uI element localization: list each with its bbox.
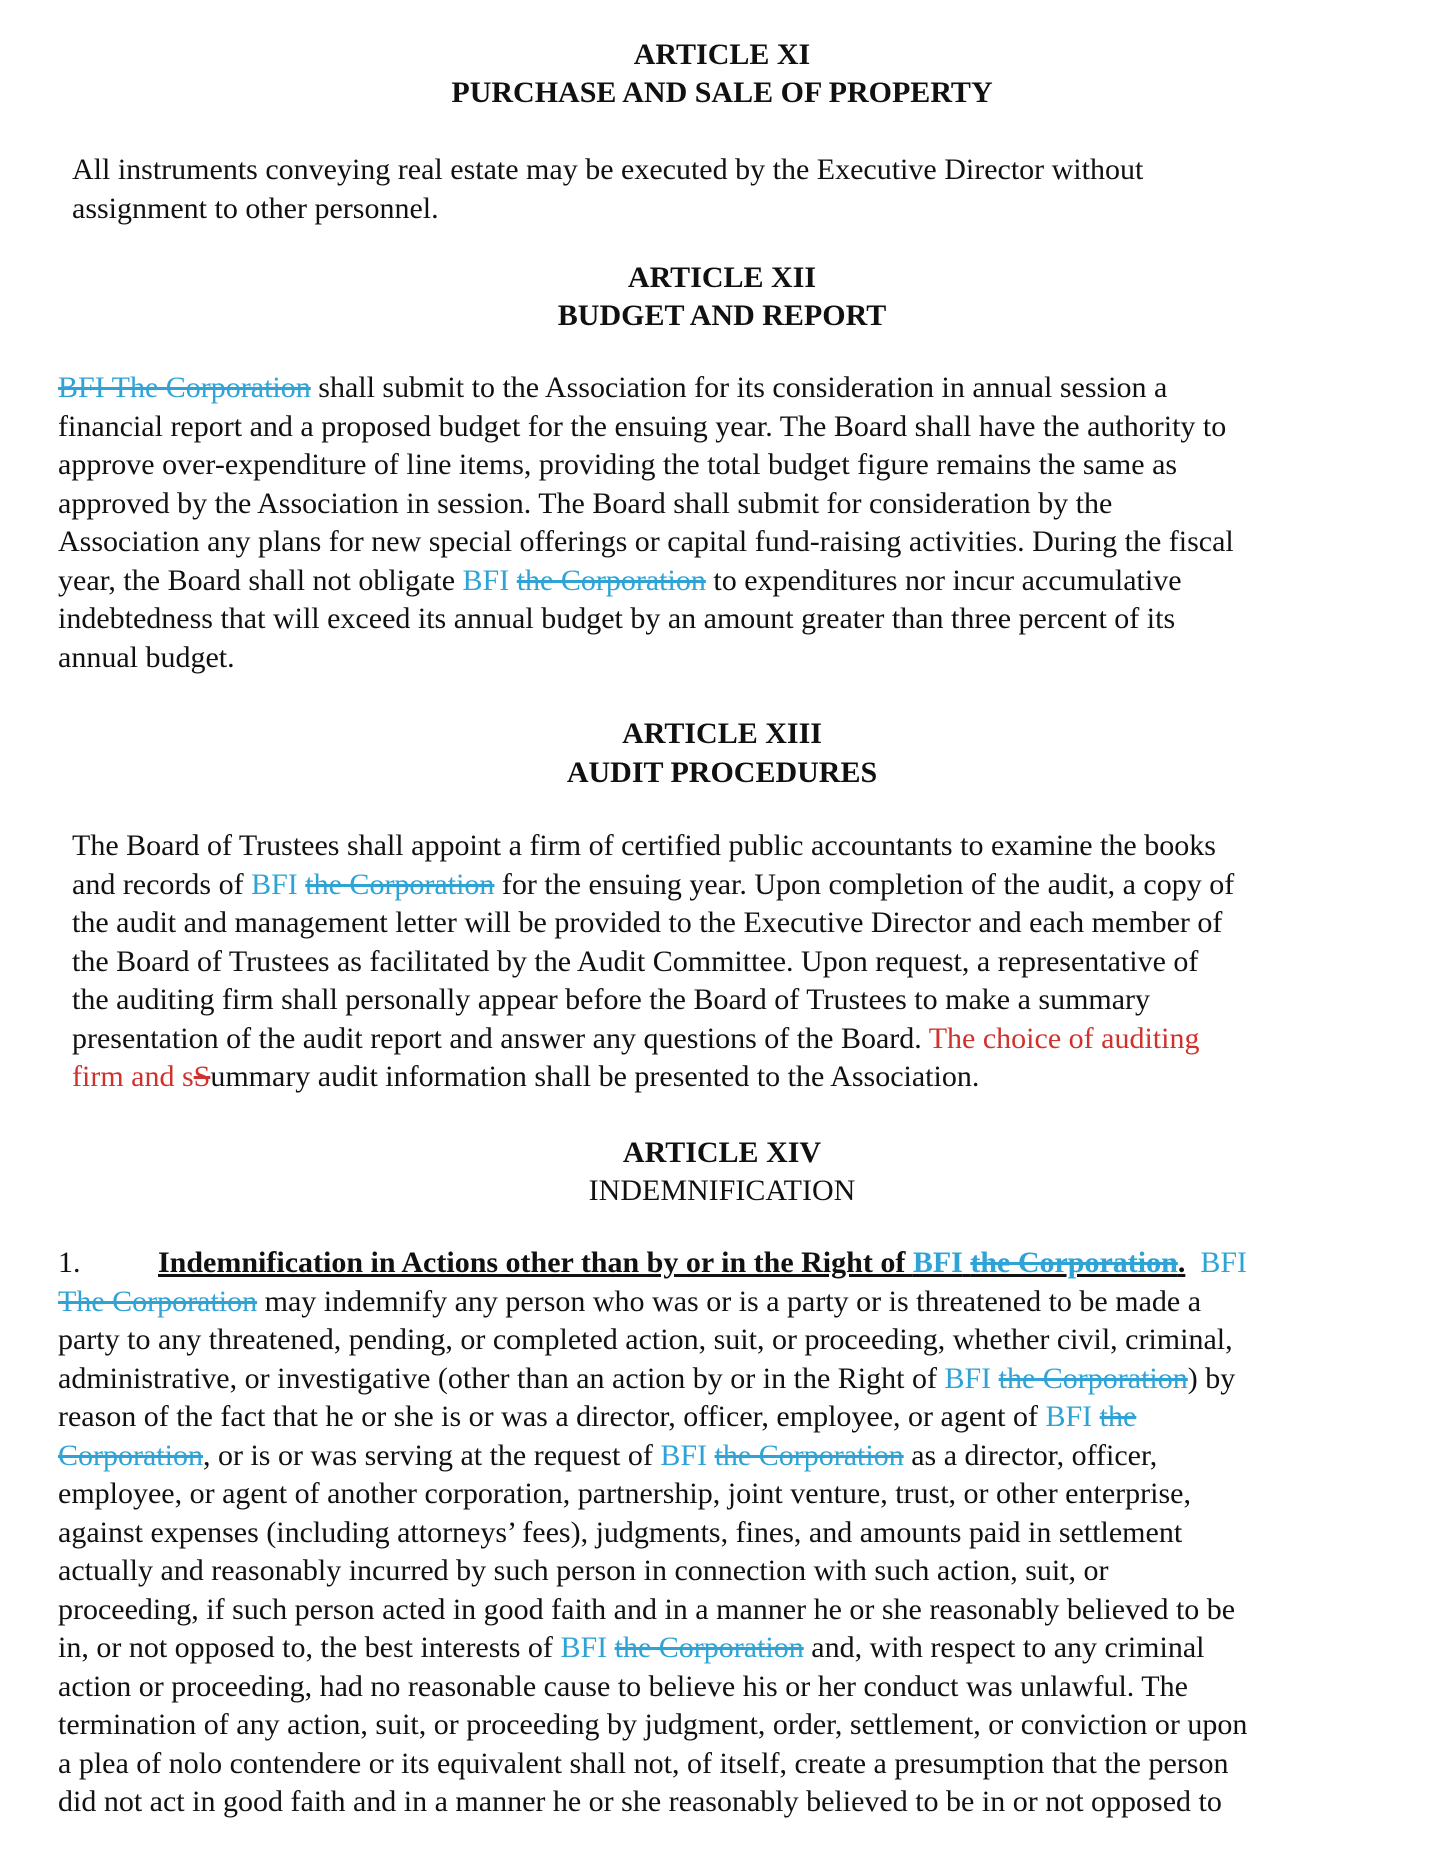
inserted-text: BFI: [251, 867, 298, 901]
text-line: and records of BFI the Corporation for the ensuing year. Upon completion of the audit, a copy of: [72, 867, 1235, 901]
text-line: termination of any action, suit, or proceeding by judgment, order, settlement, or conviction or upon: [58, 1708, 1248, 1741]
text-line: employee, or agent of another corporation, partnership, joint venture, trust, or other enterprise,: [58, 1477, 1191, 1510]
deleted-text: the Corporation: [305, 867, 495, 901]
text-line: administrative, or investigative (other than an action by or in the Right of BFI the Corporation) by: [58, 1361, 1236, 1395]
text-line: presentation of the audit report and answer any questions of the Board. The choice of auditing: [72, 1021, 1200, 1055]
deleted-text: S: [193, 1060, 211, 1093]
text-line: The Corporation may indemnify any person who was or is a party or is threatened to be made a: [58, 1284, 1202, 1318]
text-line: proceeding, if such person acted in good faith and in a manner he or she reasonably believed to be: [58, 1592, 1236, 1626]
text-line: actually and reasonably incurred by such person in connection with such action, suit, or: [58, 1554, 1109, 1587]
text-line: financial report and a proposed budget for the ensuing year. The Board shall have the authority to: [58, 409, 1227, 443]
article-13-title: AUDIT PROCEDURES: [566, 756, 878, 789]
deleted-text: the: [1099, 1400, 1137, 1433]
article-11-heading: ARTICLE XI: [633, 38, 811, 71]
section-title: Indemnification in Actions other than by or in the Right of BFI the Corporation.: [158, 1246, 1186, 1279]
deleted-text: BFI The Corporation: [58, 371, 311, 404]
text-line: the Board of Trustees as facilitated by the Audit Committee. Upon request, a representative of: [72, 944, 1199, 978]
article-12-title: BUDGET AND REPORT: [557, 299, 887, 332]
text-line: in, or not opposed to, the best interests of BFI the Corporation and, with respect to any criminal: [58, 1631, 1205, 1664]
text-line: Corporation, or is or was serving at the request of BFI the Corporation as a director, officer,: [58, 1438, 1158, 1472]
deleted-text: the Corporation: [516, 563, 706, 597]
text-line: approve over-expenditure of line items, providing the total budget figure remains the same as: [58, 448, 1178, 481]
text-line: [58, 1244, 1247, 1283]
text-line: The Board of Trustees shall appoint a firm of certified public accountants to examine the books: [72, 829, 1216, 862]
text-line: assignment to other personnel.: [72, 191, 439, 225]
text-line: reason of the fact that he or she is or was a director, officer, employee, or agent of BFI the: [58, 1400, 1137, 1433]
text-line: firm and sSummary audit information shall be presented to the Association.: [72, 1060, 980, 1093]
text-line: BFI The Corporation shall submit to the Association for its consideration in annual session a: [58, 371, 1168, 404]
text-line: Association any plans for new special offerings or capital fund-raising activities. During the fiscal: [58, 525, 1234, 558]
deleted-text: the Corporation: [998, 1361, 1188, 1395]
deleted-text: The Corporation: [58, 1284, 258, 1318]
deleted-text: the Corporation: [714, 1438, 904, 1472]
article-14-heading: ARTICLE XIV: [622, 1136, 822, 1169]
inserted-text: BFI: [560, 1631, 608, 1664]
article-11-title: PURCHASE AND SALE OF PROPERTY: [451, 76, 993, 109]
article-14-body: [58, 1244, 1247, 1822]
text-line: the audit and management letter will be provided to the Executive Director and each member of: [72, 906, 1223, 939]
text-line: annual budget.: [58, 640, 235, 674]
deleted-text: Corporation: [58, 1438, 203, 1472]
article-12-heading: ARTICLE XII: [627, 261, 817, 294]
text-line: indebtedness that will exceed its annual budget by an amount greater than three percent of its: [58, 602, 1176, 635]
deleted-text: the Corporation: [614, 1631, 804, 1664]
text-line: All instruments conveying real estate may be executed by the Executive Director without: [72, 153, 1144, 186]
inserted-text: BFI: [944, 1361, 992, 1395]
inserted-text: firm and s: [72, 1060, 194, 1093]
text-line: party to any threatened, pending, or completed action, suit, or proceeding, whether civil, criminal,: [58, 1323, 1233, 1356]
inserted-text: BFI: [1045, 1400, 1093, 1433]
inserted-text: BFI: [1200, 1246, 1247, 1279]
text-line: did not act in good faith and in a manner he or she reasonably believed to be in or not opposed to: [58, 1785, 1222, 1818]
article-12-body: [58, 369, 1234, 677]
article-14-title: INDEMNIFICATION: [588, 1174, 856, 1207]
text-line: a plea of nolo contendere or its equivalent shall not, of itself, create a presumption that the person: [58, 1746, 1229, 1780]
inserted-text: The choice of auditing: [928, 1021, 1200, 1055]
text-line: approved by the Association in session. The Board shall submit for consideration by the: [58, 486, 1113, 520]
inserted-text: BFI: [660, 1438, 708, 1472]
text-line: action or proceeding, had no reasonable cause to believe his or her conduct was unlawful. The: [58, 1669, 1188, 1703]
article-13-body: [72, 827, 1234, 1097]
inserted-text: BFI: [462, 563, 510, 597]
text-line: the auditing firm shall personally appear before the Board of Trustees to make a summary: [72, 983, 1151, 1016]
text-line: year, the Board shall not obligate BFI the Corporation to expenditures nor incur accumulative: [58, 563, 1182, 597]
section-number: 1.: [58, 1246, 81, 1279]
text-line: against expenses (including attorneys’ fees), judgments, fines, and amounts paid in settlement: [58, 1515, 1183, 1549]
article-11-body: [72, 151, 1143, 228]
article-13-heading: ARTICLE XIII: [622, 717, 822, 750]
